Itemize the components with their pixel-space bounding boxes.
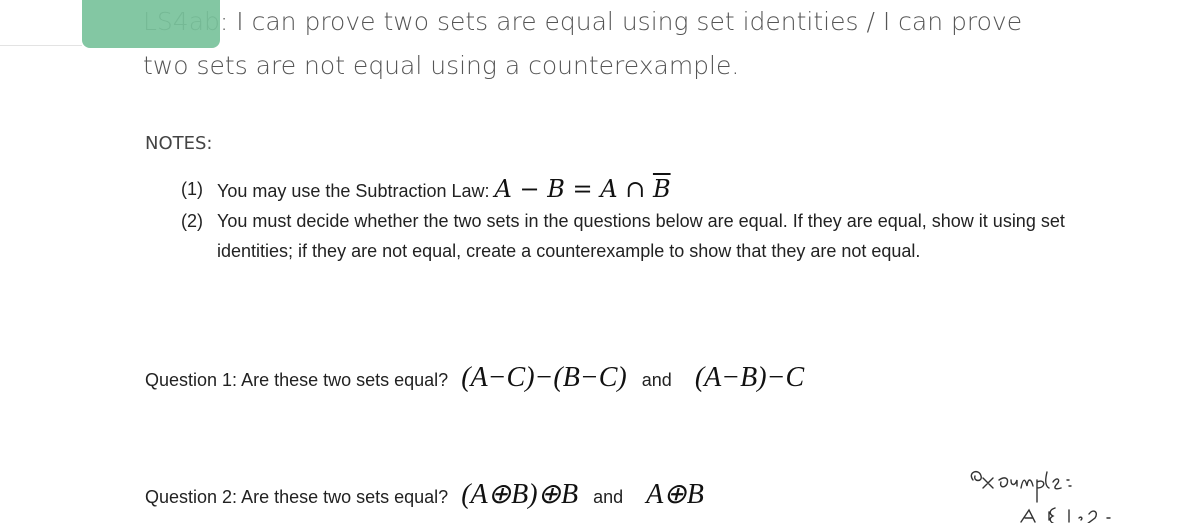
- formula-lhs: A − B = A ∩: [494, 175, 653, 203]
- note-number: (1): [181, 179, 203, 199]
- note-number: (2): [181, 211, 203, 231]
- note-text: You may use the Subtraction Law:: [217, 181, 490, 201]
- highlight-tab[interactable]: [82, 0, 220, 48]
- question-1: [145, 362, 804, 394]
- formula-complement: $\overline{B}$: [652, 175, 671, 203]
- note-1: [181, 174, 1121, 206]
- and-connector: and: [593, 487, 624, 507]
- note-2: [181, 206, 1121, 266]
- question-label: Question 1: Are these two sets equal?: [145, 370, 449, 390]
- note-text: You must decide whether the two sets in the questions below are equal. If they are equal, show it using set identities; if they are not equal, create a counterexample to show that they are not equal.: [217, 211, 1065, 261]
- notes-list: [181, 174, 1121, 266]
- and-connector: and: [641, 370, 672, 390]
- learning-standard-header: [143, 0, 1103, 88]
- set-expression-1: (A⊕B)⊕B: [461, 479, 579, 510]
- header-statement: : I can prove two sets are equal using set identities / I can prove: [219, 7, 1023, 36]
- question-2: [145, 477, 704, 511]
- header-line-2: two sets are not equal using a counterexample.: [143, 51, 740, 80]
- header-line-1: [143, 0, 1103, 44]
- set-expression-1: (A−C)−(B−C): [461, 362, 627, 393]
- set-expression-2: (A−B)−C: [694, 362, 805, 393]
- divider: [0, 45, 82, 46]
- notes-label: NOTES:: [145, 133, 213, 154]
- handwritten-annotation: [965, 450, 1165, 523]
- question-label: Question 2: Are these two sets equal?: [145, 487, 449, 507]
- subtraction-law-formula: [495, 175, 671, 203]
- set-expression-2: A⊕B: [646, 479, 704, 510]
